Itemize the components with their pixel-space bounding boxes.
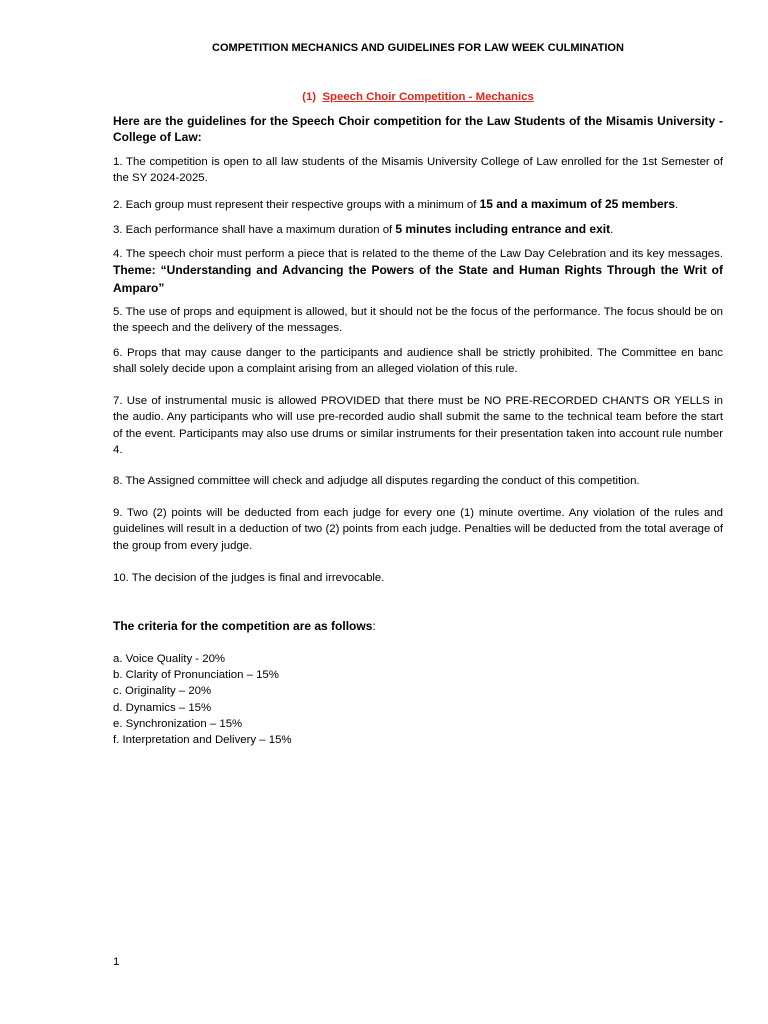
page-number: 1 [113, 956, 120, 968]
document-title: COMPETITION MECHANICS AND GUIDELINES FOR LAW WEEK CULMINATION [212, 42, 624, 54]
criteria-heading-text: The criteria for the competition are as follows [113, 619, 373, 633]
rule-4 [113, 246, 723, 297]
rule-2-end: . [675, 199, 679, 211]
criteria-item: a. Voice Quality - 20% [113, 653, 226, 665]
rule-3 [113, 221, 723, 238]
rule-4-text: 4. The speech choir must perform a piece that is related to the theme of the Law Day Celebration and its key messages. [113, 248, 723, 260]
criteria-heading-colon: : [372, 619, 376, 633]
rule-10: 10. The decision of the judges is final and irrevocable. [113, 572, 385, 584]
rule-3-text: 3. Each performance shall have a maximum duration of [113, 224, 396, 236]
rule-2-text: 2. Each group must represent their respective groups with a minimum of [113, 199, 480, 211]
rule-3-end: . [610, 224, 614, 236]
rule-7: 7. Use of instrumental music is allowed PROVIDED that there must be NO PRE-RECORDED CHANTS OR YELLS in the audio. Any participants who will use pre-recorded audio shall submit the same to the technical team before the start of the event. Participants may also use drums or similar instruments for their presentation taken into account rule number 4. [113, 395, 723, 456]
rule-5: 5. The use of props and equipment is allowed, but it should not be the focus of the performance. The focus should be on the speech and the delivery of the messages. [113, 306, 723, 335]
rule-2-emphasis: 15 and a maximum of 25 members [479, 197, 675, 211]
criteria-item: d. Dynamics – 15% [113, 701, 212, 714]
criteria-item: f. Interpretation and Delivery – 15% [113, 733, 292, 746]
criteria-list [113, 651, 292, 748]
intro-paragraph: Here are the guidelines for the Speech Choir competition for the Law Students of the Misamis University - College of Law: [113, 114, 723, 145]
rule-2 [113, 196, 723, 213]
rule-6: 6. Props that may cause danger to the participants and audience shall be strictly prohibited. The Committee en banc shall solely decide upon a complaint arising from an alleged violation of this rule. [113, 347, 723, 376]
rule-8: 8. The Assigned committee will check and adjudge all disputes regarding the conduct of this competition. [113, 475, 640, 487]
section-heading [113, 89, 723, 105]
rule-1: 1. The competition is open to all law students of the Misamis University College of Law enrolled for the 1st Semester of the SY 2024-2025. [113, 156, 723, 185]
section-number: (1) [302, 91, 317, 103]
section-title-link[interactable]: Speech Choir Competition - Mechanics [322, 91, 534, 103]
criteria-heading [113, 618, 376, 634]
rule-4-theme: Theme: “Understanding and Advancing the Powers of the State and Human Rights Through the Writ of Amparo” [113, 263, 723, 295]
criteria-item: e. Synchronization – 15% [113, 717, 243, 730]
criteria-item: b. Clarity of Pronunciation – 15% [113, 669, 279, 682]
rule-9: 9. Two (2) points will be deducted from each judge for every one (1) minute overtime. Any violation of the rules and guidelines will result in a deduction of two (2) points from each judge. Penalties will be deducted from the total average of the group from every judge. [113, 507, 723, 552]
criteria-item: c. Originality – 20% [113, 685, 212, 698]
rule-3-emphasis: 5 minutes including entrance and exit [395, 222, 611, 236]
